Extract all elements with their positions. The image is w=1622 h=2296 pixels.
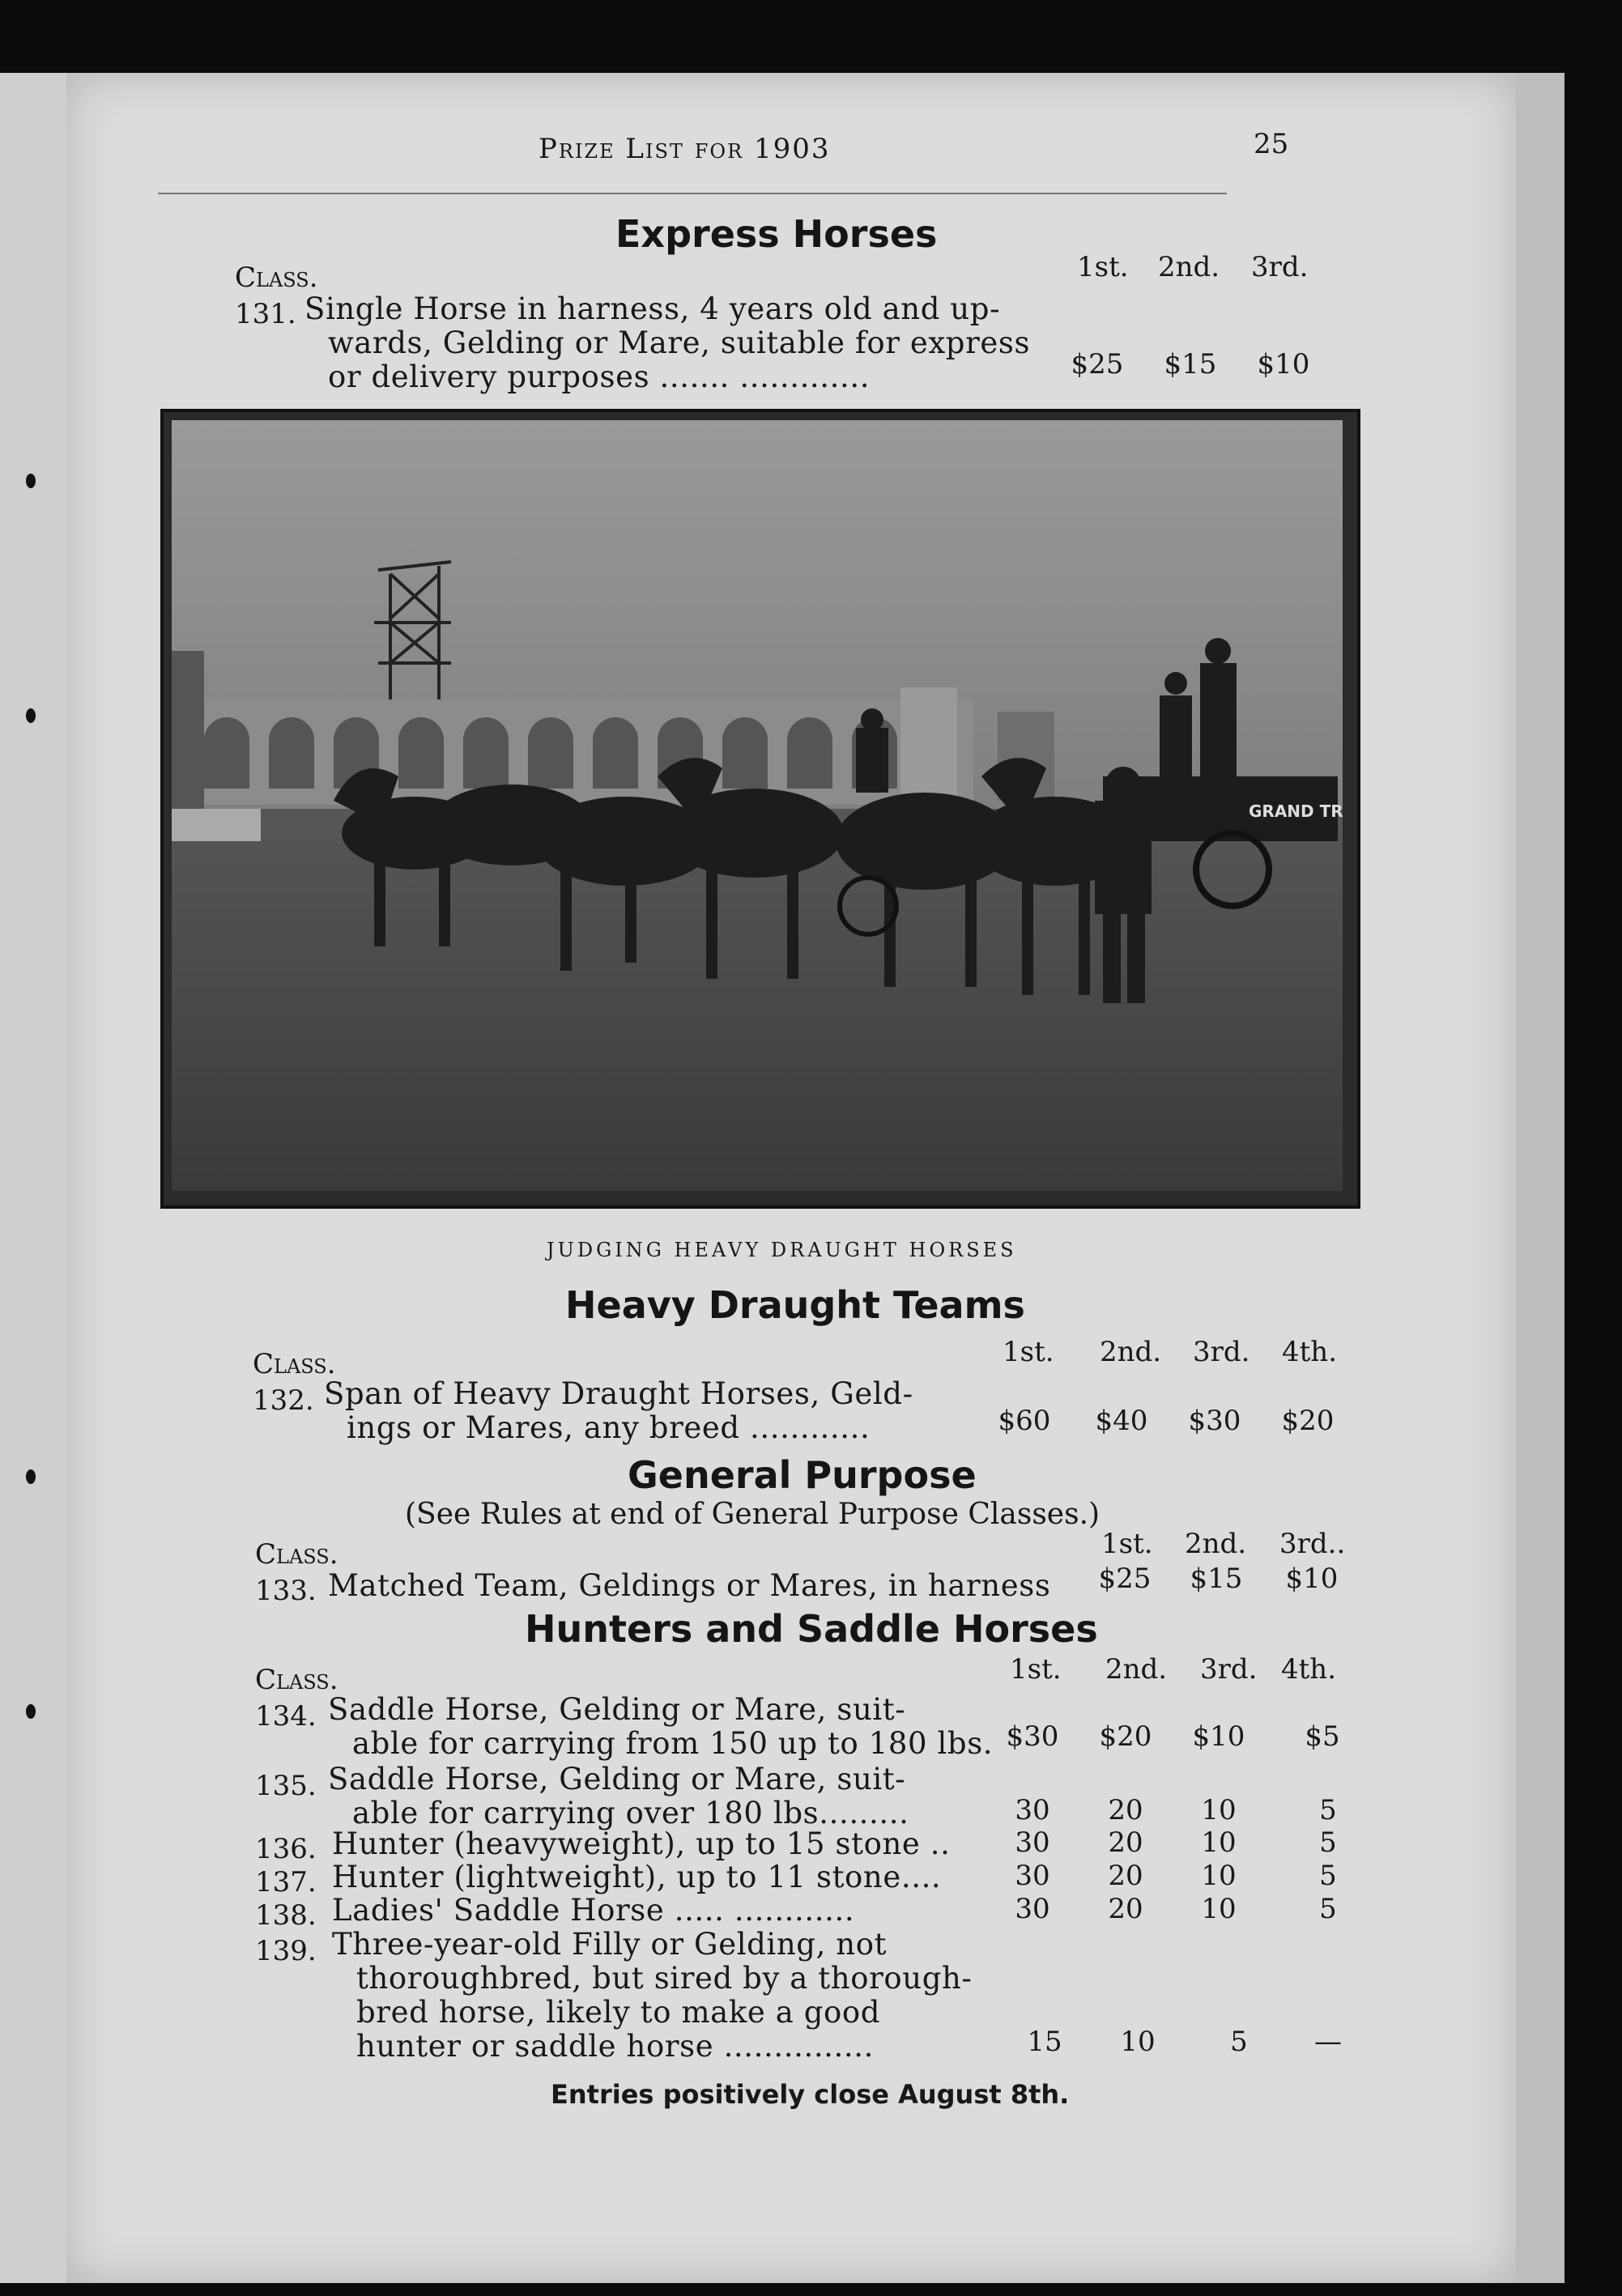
prize-3rd: 10 xyxy=(1201,1860,1237,1892)
col-2nd: 2nd. xyxy=(1105,1653,1168,1686)
entry-line: wards, Gelding or Mare, suitable for express xyxy=(328,325,1031,360)
page-right-edge xyxy=(1516,73,1565,2283)
col-1st: 1st. xyxy=(1003,1336,1054,1368)
col-3rd: 3rd. xyxy=(1200,1653,1258,1686)
col-3rd: 3rd. xyxy=(1193,1336,1250,1368)
prize-3rd: 10 xyxy=(1201,1794,1237,1826)
entry-number: 138. xyxy=(255,1899,317,1932)
col-2nd: 2nd. xyxy=(1185,1528,1247,1560)
prize-4th: 5 xyxy=(1319,1893,1337,1925)
entry-line: Ladies' Saddle Horse ..... ............ xyxy=(332,1893,855,1928)
entry-line: thoroughbred, but sired by a thorough- xyxy=(356,1961,973,1996)
prize-2nd: $40 xyxy=(1095,1405,1148,1437)
entry-line: hunter or saddle horse ............... xyxy=(356,2029,874,2064)
prize-4th: — xyxy=(1314,2026,1342,2058)
class-label: Class. xyxy=(255,1664,338,1696)
binding-hole xyxy=(26,474,36,488)
prize-3rd: $10 xyxy=(1192,1720,1245,1753)
entry-line: Matched Team, Geldings or Mares, in harness xyxy=(328,1568,1051,1603)
section-title-general: General Purpose xyxy=(628,1453,977,1497)
binding-hole xyxy=(26,1704,36,1719)
entry-line: Saddle Horse, Gelding or Mare, suit- xyxy=(328,1762,906,1796)
prize-2nd: 20 xyxy=(1108,1826,1143,1859)
entry-line: Saddle Horse, Gelding or Mare, suit- xyxy=(328,1692,906,1727)
class-label: Class. xyxy=(235,261,318,294)
prize-4th: $20 xyxy=(1281,1405,1335,1437)
class-label: Class. xyxy=(255,1538,338,1571)
prize-4th: 5 xyxy=(1319,1794,1337,1826)
binding-hole xyxy=(26,708,36,723)
prize-2nd: 20 xyxy=(1108,1794,1143,1826)
running-header: Prize List for 1903 xyxy=(539,133,831,165)
rules-note: (See Rules at end of General Purpose Classes.) xyxy=(405,1498,1100,1531)
class-label: Class. xyxy=(253,1348,336,1380)
entry-line: able for carrying from 150 up to 180 lbs. xyxy=(352,1726,994,1761)
prize-3rd: $30 xyxy=(1188,1405,1241,1437)
entry-line: bred horse, likely to make a good xyxy=(356,1995,881,2030)
prize-2nd: 20 xyxy=(1108,1893,1143,1925)
entry-line: Single Horse in harness, 4 years old and up- xyxy=(304,291,1001,326)
book-spine-edge xyxy=(0,73,66,2283)
col-3rd: 3rd.. xyxy=(1279,1528,1346,1560)
prize-3rd: $10 xyxy=(1285,1563,1339,1595)
prize-1st: 30 xyxy=(1015,1794,1050,1826)
header-rule xyxy=(158,193,1227,194)
prize-3rd: 5 xyxy=(1230,2026,1248,2058)
col-2nd: 2nd. xyxy=(1100,1336,1162,1368)
prize-4th: 5 xyxy=(1319,1826,1337,1859)
prize-1st: 30 xyxy=(1015,1860,1050,1892)
prize-4th: $5 xyxy=(1305,1720,1340,1753)
col-2nd: 2nd. xyxy=(1158,251,1220,283)
prize-1st: 15 xyxy=(1027,2026,1062,2058)
prize-4th: 5 xyxy=(1319,1860,1337,1892)
page-number: 25 xyxy=(1254,128,1289,160)
entry-line: Span of Heavy Draught Horses, Geld- xyxy=(324,1376,913,1411)
col-1st: 1st. xyxy=(1101,1528,1153,1560)
entry-line: Hunter (heavyweight), up to 15 stone .. xyxy=(332,1826,951,1861)
prize-1st: $30 xyxy=(1006,1720,1059,1753)
col-1st: 1st. xyxy=(1077,251,1129,283)
prize-3rd: 10 xyxy=(1201,1826,1237,1859)
prize-1st: $25 xyxy=(1098,1563,1152,1595)
entry-number: 139. xyxy=(255,1935,317,1967)
prize-1st: 30 xyxy=(1015,1826,1050,1859)
entry-number: 131. xyxy=(235,298,296,330)
entry-line: or delivery purposes ....... ............. xyxy=(328,359,871,394)
prize-3rd: 10 xyxy=(1201,1893,1237,1925)
entry-number: 133. xyxy=(255,1575,317,1607)
entry-line: ings or Mares, any breed ............ xyxy=(347,1410,871,1445)
binding-hole xyxy=(26,1469,36,1484)
prize-2nd: $15 xyxy=(1164,348,1217,381)
wagon-sign-text: GRAND TR xyxy=(1249,801,1343,821)
entry-number: 132. xyxy=(253,1384,314,1417)
prize-1st: $60 xyxy=(998,1405,1051,1437)
prize-2nd: $20 xyxy=(1099,1720,1152,1753)
section-title-hunters: Hunters and Saddle Horses xyxy=(525,1607,1098,1651)
photograph-judging-horses xyxy=(160,409,1360,1209)
col-4th: 4th. xyxy=(1282,1336,1337,1368)
entry-number: 136. xyxy=(255,1833,317,1865)
entry-number: 134. xyxy=(255,1700,317,1733)
entry-line: Three-year-old Filly or Gelding, not xyxy=(332,1927,888,1962)
col-3rd: 3rd. xyxy=(1251,251,1309,283)
closing-note: Entries positively close August 8th. xyxy=(551,2079,1070,2110)
entry-number: 137. xyxy=(255,1866,317,1898)
photo-caption: JUDGING HEAVY DRAUGHT HORSES xyxy=(547,1239,1017,1261)
horses-wagon-illustration xyxy=(172,420,1343,1191)
entry-number: 135. xyxy=(255,1770,317,1802)
prize-1st: 30 xyxy=(1015,1893,1050,1925)
prize-2nd: $15 xyxy=(1190,1563,1243,1595)
col-1st: 1st. xyxy=(1010,1653,1062,1686)
section-title-heavy: Heavy Draught Teams xyxy=(565,1283,1025,1327)
prize-1st: $25 xyxy=(1071,348,1124,381)
entry-line: able for carrying over 180 lbs......... xyxy=(352,1796,909,1830)
photo-image xyxy=(172,420,1349,1197)
prize-2nd: 10 xyxy=(1120,2026,1156,2058)
prize-3rd: $10 xyxy=(1257,348,1310,381)
entry-line: Hunter (lightweight), up to 11 stone.... xyxy=(332,1860,942,1894)
prize-2nd: 20 xyxy=(1108,1860,1143,1892)
col-4th: 4th. xyxy=(1281,1653,1336,1686)
section-title-express: Express Horses xyxy=(615,212,938,256)
